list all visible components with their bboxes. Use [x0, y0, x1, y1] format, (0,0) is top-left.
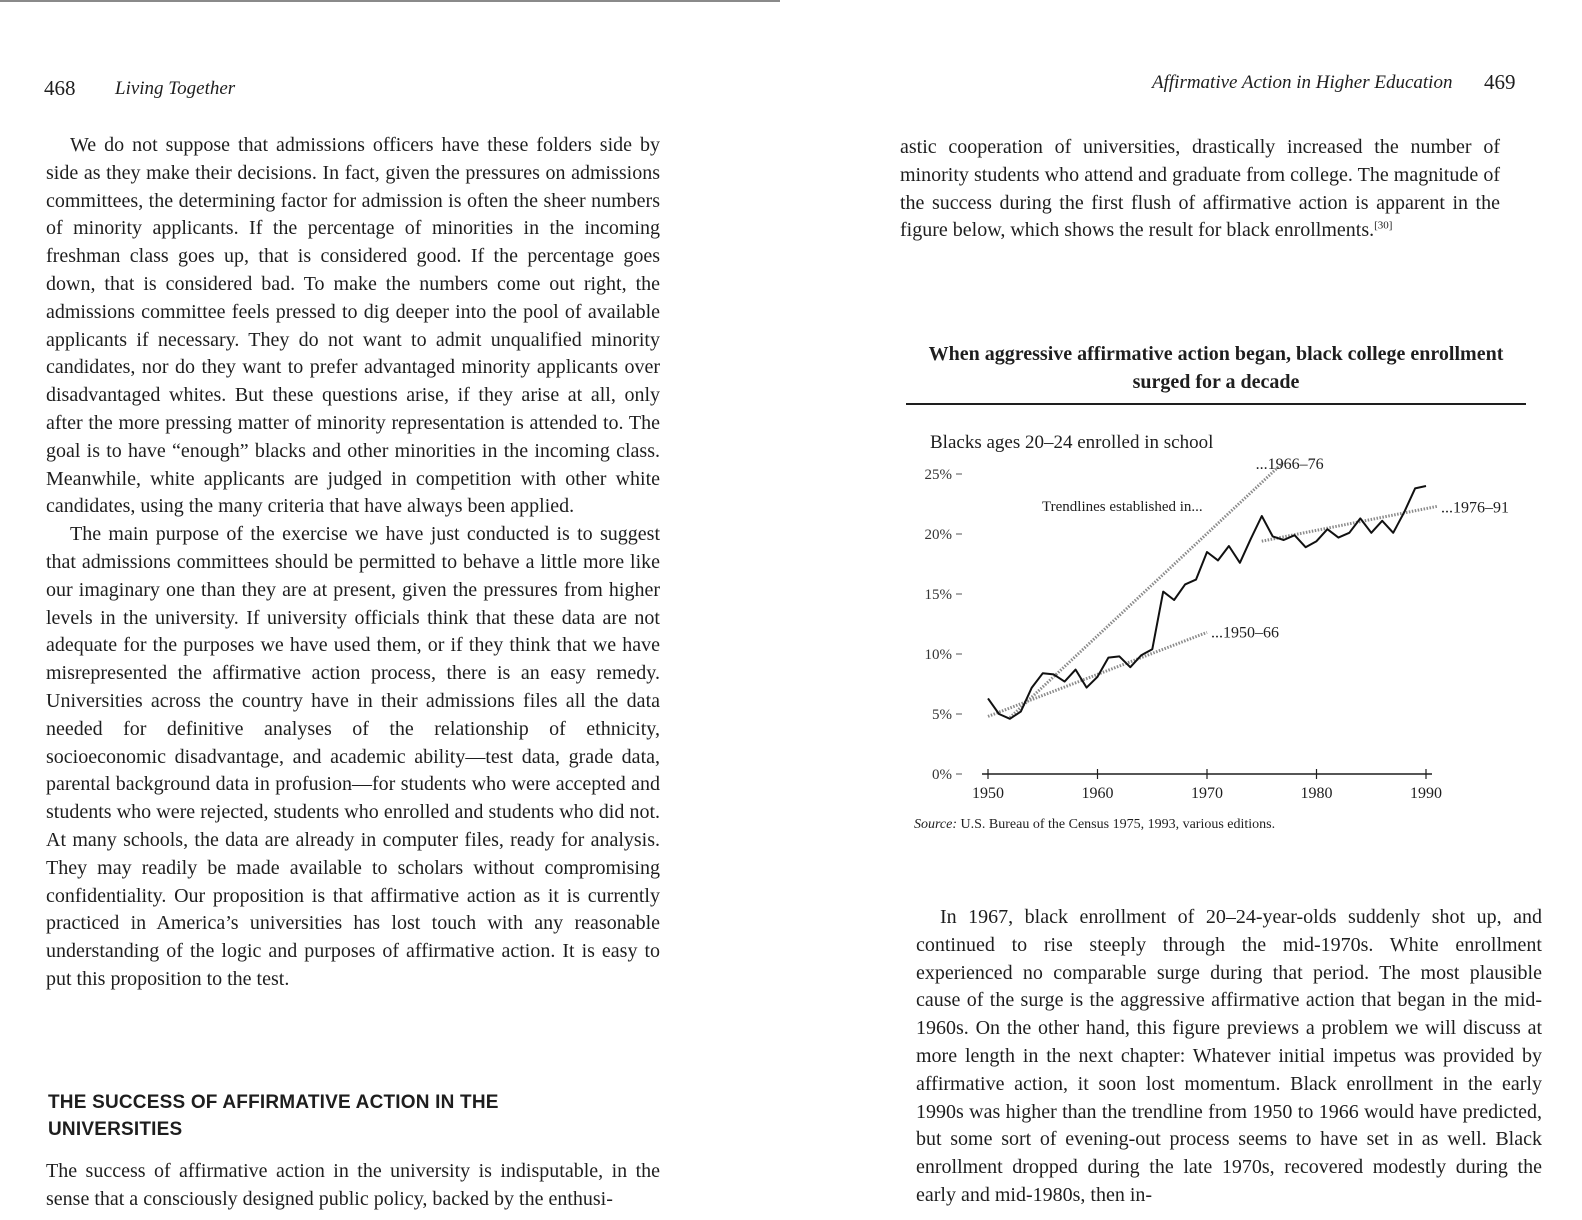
- figure-rule: [906, 403, 1526, 405]
- trendline-label: ...1966–76: [1255, 456, 1324, 473]
- x-tick-label: 1960: [1081, 785, 1114, 802]
- x-tick-label: 1980: [1300, 785, 1333, 802]
- figure-title: [908, 340, 1524, 396]
- figure-source: [914, 817, 1275, 833]
- page-number: 468: [44, 76, 76, 100]
- source-text: U.S. Bureau of the Census 1975, 1993, various editions.: [960, 817, 1276, 832]
- chart-annotation: Trendlines established in...: [1042, 499, 1203, 515]
- y-tick-label: 15%: [924, 587, 952, 603]
- y-tick-label: 10%: [924, 647, 952, 663]
- paragraph: The success of affirmative action in the university is indisputable, in the sense that a consciously designed public policy, backed by the enthusi-: [46, 1160, 660, 1210]
- trendline-label: ...1976–91: [1440, 499, 1509, 517]
- body-text-block: [46, 1158, 660, 1214]
- page-number: 469: [1484, 70, 1516, 94]
- trendline: [988, 632, 1207, 716]
- paragraph: [900, 134, 1500, 245]
- chart-series: [988, 486, 1426, 719]
- trendline: [1262, 506, 1437, 541]
- section-heading-line: UNIVERSITIES: [48, 1119, 183, 1140]
- paragraph: In 1967, black enrollment of 20–24-year-olds suddenly shot up, and continued to rise steeply through the mid-1970s. White enrollment experienced no comparable surge during that period. The most plausible cause of the surge is the aggressive affirmative action that began in the mid-1960s. On the other hand, this figure previews a problem we will discuss at more length in the next chapter: Whatever initial impetus was provided by affirmative action, it soon lost momentum. Black enrollment in the early 1990s was higher than the trendline from 1950 to 1966 would have predicted, but some sort of evening-out process seems to have set in as well. Black enrollment dropped during the late 1970s, recovered modestly during the early and mid-1980s, then in-: [916, 906, 1542, 1206]
- left-page: [0, 0, 700, 1220]
- enrollment-line-chart: [906, 420, 1526, 810]
- series-line: [988, 486, 1426, 719]
- paragraph: The main purpose of the exercise we have just conducted is to suggest that admissions committees should be permitted to behave a little more like our imaginary one than they are at present, given the pressures from higher levels in the university. If university officials think that these data are not adequate for the purposes we have used them, or if they think that we have misrepresented the affirmative action process, there is an easy remedy. Universities across the country have in their admissions files all the data needed for definitive analyses of the relationship of ethnicity, socioeconomic disadvantage, and academic ability—test data, grade data, parental background data in profusion—for students who were accepted and students who were rejected, students who enrolled and students who did not. At many schools, the data are already in computer files, ready for analysis. They may readily be made available to scholars without compromising confidentiality. Our proposition is that affirmative action as it is currently practiced in America’s universities has lost touch with any reasonable understanding of the logic and purposes of affirmative action. It is easy to put this proposition to the test.: [46, 523, 660, 990]
- y-tick-label: 20%: [924, 527, 952, 543]
- body-text-block: [916, 904, 1542, 1210]
- y-tick-label: 5%: [932, 707, 952, 723]
- paragraph: We do not suppose that admissions officers have these folders side by side as they make their decisions. In fact, given the pressures on admissions committees, the determining factor for admission is often the sheer numbers of minority applicants. If the percentage of minorities in the incoming freshman class goes up, that is considered good. If the percentage goes down, that is considered bad. To make the numbers come out right, the admissions committee feels pressed to dig deeper into the pool of available applicants if necessary. They do not want to admit unqualified minority candidates, nor do they want to prefer advantaged minority applicants over disadvantaged whites. But these questions arise, if they arise at all, only after the more pressing matter of minority representation is attended to. The goal is to have “enough” blacks and other minorities in the incoming class. Meanwhile, white applicants are judged in competition with other white candidates, using the many criteria that have always been applied.: [46, 134, 660, 518]
- x-tick-label: 1990: [1410, 785, 1442, 802]
- y-tick-label: 25%: [924, 467, 952, 483]
- chart-axes: [925, 467, 1443, 802]
- figure-title-line: surged for a decade: [1132, 371, 1300, 393]
- y-axis-label: Blacks ages 20–24 enrolled in school: [930, 432, 1214, 453]
- section-heading: [48, 1089, 648, 1143]
- running-head: Affirmative Action in Higher Education: [1152, 72, 1453, 93]
- x-tick-label: 1970: [1191, 785, 1223, 802]
- source-label: Source:: [914, 817, 958, 832]
- trendline-label: ...1950–66: [1211, 624, 1279, 642]
- chart-trend-labels: [1211, 456, 1509, 641]
- paragraph-text: astic cooperation of universities, drastically increased the number of minority students who attend and graduate from college. The magnitude of the success during the first flush of affirmative action is apparent in the figure below, which shows the result for black enrollments.: [900, 136, 1500, 242]
- body-text-block: [900, 134, 1500, 245]
- x-tick-label: 1950: [972, 785, 1004, 802]
- body-text-block: [46, 132, 660, 994]
- figure-title-line: When aggressive affirmative action began, black college enrollment: [928, 343, 1504, 365]
- y-tick-label: 0%: [932, 767, 952, 783]
- section-heading-line: THE SUCCESS OF AFFIRMATIVE ACTION IN THE: [48, 1092, 499, 1113]
- footnote-reference: [30]: [1374, 219, 1393, 232]
- running-head: Living Together: [115, 78, 236, 99]
